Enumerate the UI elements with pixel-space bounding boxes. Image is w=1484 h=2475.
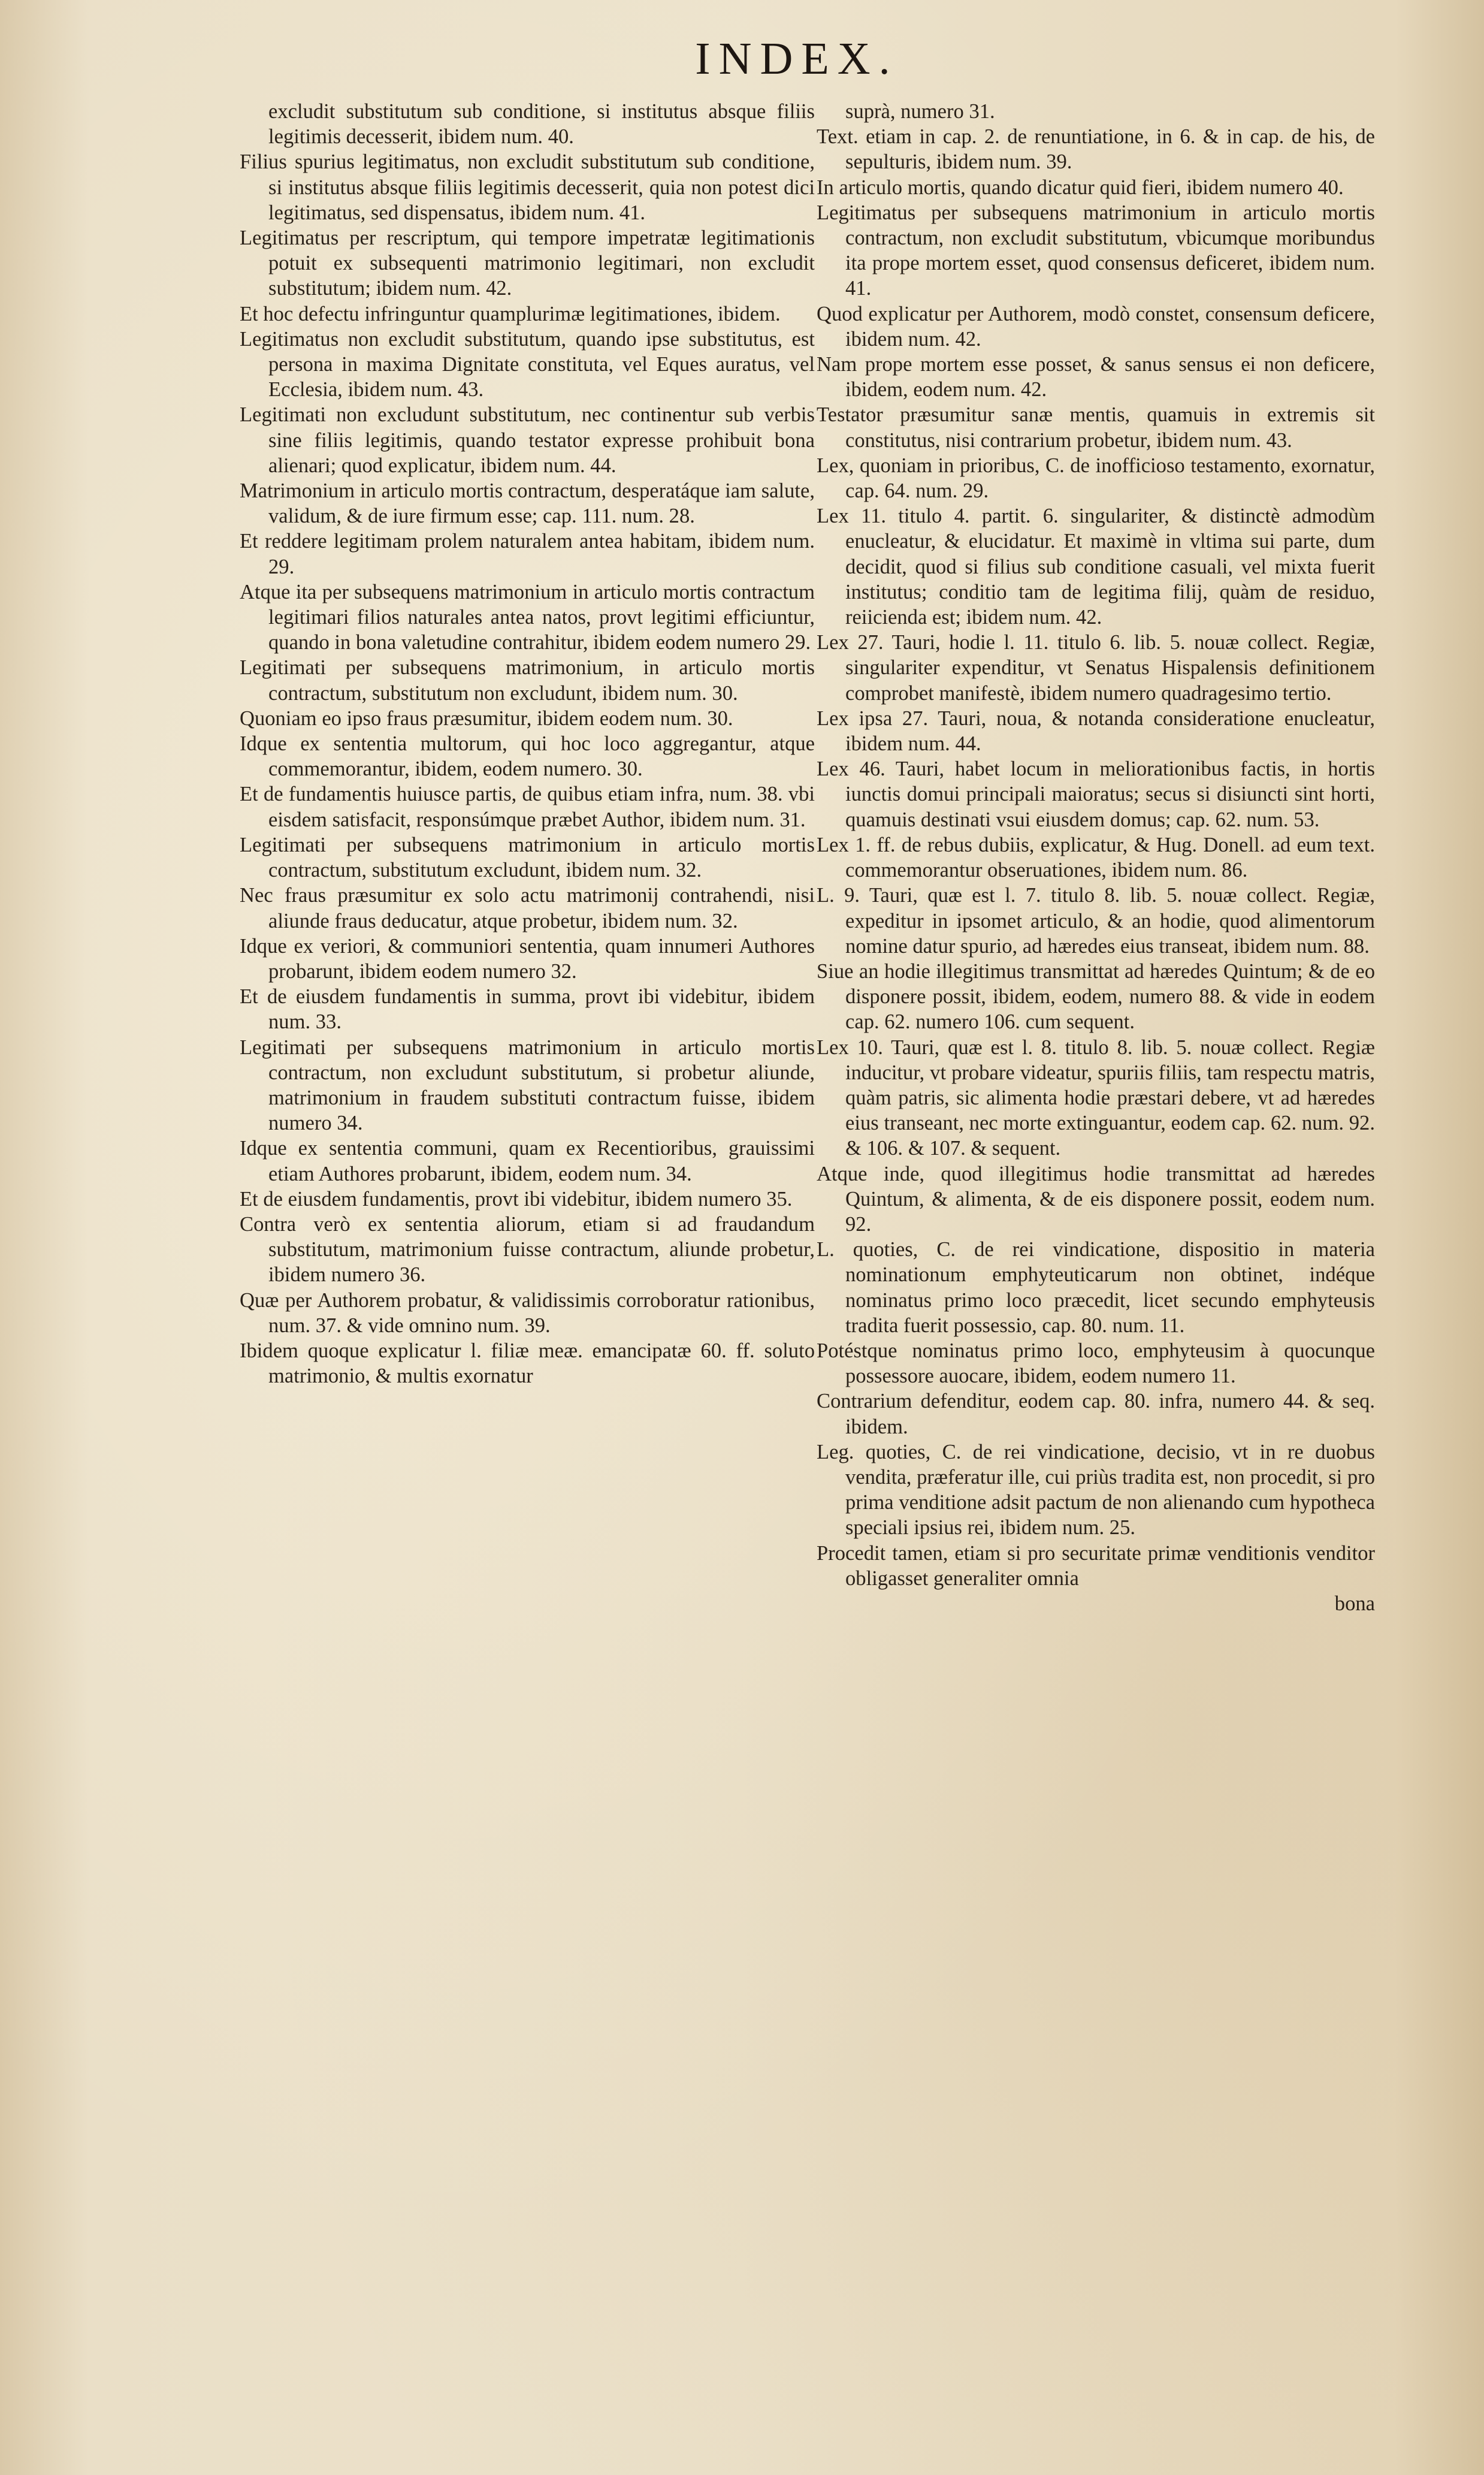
index-entry: Et de eiusdem fundamentis, provt ibi videbitur, ibidem numero 35.: [240, 1187, 793, 1211]
index-entry: Filius spurius legitimatus, non excludit substitutum sub conditione, si institutus absque filiis legitimis decesserit, quia non potest dici legitimatus, sed dispensatus, ibidem num. 41.: [240, 150, 815, 224]
index-entry: Lex ipsa 27. Tauri, noua, & notanda consideratione enucleatur, ibidem num. 44.: [817, 707, 1375, 756]
catchword: bona: [1334, 1592, 1375, 1615]
index-entry: Potéstque nominatus primo loco, emphyteusim à quocunque possessore auocare, ibidem, eodem numero 11.: [817, 1339, 1375, 1388]
index-entry: Idque ex veriori, & communiori sententia, quam innumeri Authores probarunt, ibidem eodem numero 32.: [240, 934, 815, 983]
index-entry: Quæ per Authorem probatur, & validissimis corroboratur rationibus, num. 37. & vide omnino num. 39.: [240, 1288, 815, 1337]
index-entry: Atque ita per subsequens matrimonium in articulo mortis contractum legitimari filios naturales antea natos, provt legitimi efficiuntur, quando in bona valetudine contrahitur, ibidem eodem numero 29.: [240, 580, 815, 654]
index-entry: Idque ex sententia multorum, qui hoc loco aggregantur, atque commemorantur, ibidem, eodem numero. 30.: [240, 732, 815, 781]
index-entry: Lex 1. ff. de rebus dubiis, explicatur, & Hug. Donell. ad eum text. commemorantur obseruationes, ibidem num. 86.: [817, 833, 1375, 882]
index-entry: Lex 27. Tauri, hodie l. 11. titulo 6. lib. 5. nouæ collect. Regiæ, singulariter expenditur, vt Senatus Hispalensis definitionem comprobet manifestè, ibidem numero quadragesimo tertio.: [817, 631, 1375, 705]
index-entry: Lex 10. Tauri, quæ est l. 8. titulo 8. lib. 5. nouæ collect. Regiæ inducitur, vt probare videatur, spuriis filiis, tam respectu matris, quàm patris, sic alimenta hodie præstari debere, vt ad hæredes eius transeant, nec morte extinguantur, eodem cap. 62. num. 92. & 106. & 107. & sequent.: [817, 1036, 1375, 1160]
index-entry: Legitimatus non excludit substitutum, quando ipse substitutus, est persona in maxima Dignitate constituta, vel Eques auratus, vel Ecclesia, ibidem num. 43.: [240, 327, 815, 402]
index-entry: excludit substitutum sub conditione, si institutus absque filiis legitimis decesserit, ibidem num. 40.: [268, 100, 815, 149]
index-entry: Et de eiusdem fundamentis in summa, provt ibi videbitur, ibidem num. 33.: [240, 985, 815, 1034]
index-entry: Testator præsumitur sanæ mentis, quamuis in extremis sit constitutus, nisi contrarium probetur, ibidem num. 43.: [817, 403, 1375, 452]
index-entry: Et de fundamentis huiusce partis, de quibus etiam infra, num. 38. vbi eisdem satisfacit, responsúmque præbet Author, ibidem num. 31.: [240, 783, 815, 831]
index-entry: Quod explicatur per Authorem, modò constet, consensum deficere, ibidem num. 42.: [817, 302, 1375, 351]
index-entry: Ibidem quoque explicatur l. filiæ meæ. emancipatæ 60. ff. soluto matrimonio, & multis exornatur: [240, 1339, 815, 1388]
index-entry: Et reddere legitimam prolem naturalem antea habitam, ibidem num. 29.: [240, 530, 815, 578]
index-entry: Leg. quoties, C. de rei vindicatione, decisio, vt in re duobus vendita, præferatur ille, cui priùs tradita est, non procedit, si pro prima venditione adsit pactum de non alienando cum hypotheca speciali ipsius rei, ibidem num. 25.: [817, 1440, 1375, 1540]
index-entry: Lex, quoniam in prioribus, C. de inofficioso testamento, exornatur, cap. 64. num. 29.: [817, 454, 1375, 503]
index-entry: Procedit tamen, etiam si pro securitate primæ venditionis venditor obligasset generaliter omnia: [817, 1541, 1375, 1590]
index-entry: L. 9. Tauri, quæ est l. 7. titulo 8. lib. 5. nouæ collect. Regiæ, expeditur in ipsomet articulo, & an hodie, quod alimentorum nomine datur spurio, ad hæredes eius transeat, ibidem num. 88.: [817, 884, 1375, 958]
index-entry: suprà, numero 31.: [845, 100, 995, 123]
index-entry: Legitimati non excludunt substitutum, nec continentur sub verbis sine filiis legitimis, quando testator expresse prohibuit bona alienari; quod explicatur, ibidem num. 44.: [240, 403, 815, 477]
index-entry: Idque ex sententia communi, quam ex Recentioribus, grauissimi etiam Authores probarunt, ibidem, eodem num. 34.: [240, 1137, 815, 1185]
index-entry: Text. etiam in cap. 2. de renuntiatione, in 6. & in cap. de his, de sepulturis, ibidem num. 39.: [817, 125, 1375, 174]
index-entry: Legitimatus per rescriptum, qui tempore impetratæ legitimationis potuit ex subsequenti matrimonio legitimari, non excludit substitutum; ibidem num. 42.: [240, 227, 815, 300]
index-entry: Siue an hodie illegitimus transmittat ad hæredes Quintum; & de eo disponere possit, ibidem, eodem, numero 88. & vide in eodem cap. 62. numero 106. cum sequent.: [817, 959, 1375, 1034]
index-entry: Atque inde, quod illegitimus hodie transmittat ad hæredes Quintum, & alimenta, & de eis disponere possit, eodem num. 92.: [817, 1162, 1375, 1236]
index-entry: L. quoties, C. de rei vindicatione, dispositio in materia nominationum emphyteuticarum non obtinet, indéque nominatus primo loco præcedit, licet secundo emphyteusis tradita fuerit possessio, cap. 80. num. 11.: [817, 1238, 1375, 1337]
index-entry: Lex 46. Tauri, habet locum in meliorationibus factis, in hortis iunctis domui principali maioratus; secus si disiuncti sint horti, quamuis destinati vsui eiusdem domus; cap. 62. num. 53.: [817, 757, 1375, 831]
right-column: [817, 99, 1375, 1616]
index-entry: Quoniam eo ipso fraus præsumitur, ibidem eodem num. 30.: [240, 707, 733, 730]
index-entry: Lex 11. titulo 4. partit. 6. singulariter, & distinctè admodùm enucleatur, & elucidatur. Et maximè in vltima sui parte, dum decidit, quod si filius sub conditione casuali, vel mixta fuerit institutus; conditio tam de legitima filij, quàm de residuo, reiicienda est; ibidem num. 42.: [817, 505, 1375, 629]
index-entry: Contra verò ex sententia aliorum, etiam si ad fraudandum substitutum, matrimonium fuisse contractum, aliunde probetur, ibidem numero 36.: [240, 1212, 815, 1287]
index-entry: Legitimati per subsequens matrimonium in articulo mortis contractum, substitutum excludunt, ibidem num. 32.: [240, 833, 815, 882]
index-entry: Nam prope mortem esse posset, & sanus sensus ei non deficere, ibidem, eodem num. 42.: [817, 353, 1375, 402]
index-entry: Matrimonium in articulo mortis contractum, desperatáque iam salute, validum, & de iure firmum esse; cap. 111. num. 28.: [240, 479, 815, 528]
page-header: INDEX.: [695, 34, 899, 84]
index-entry: Contrarium defenditur, eodem cap. 80. infra, numero 44. & seq. ibidem.: [817, 1390, 1375, 1438]
index-entry: Legitimati per subsequens matrimonium in articulo mortis contractum, non excludunt substitutum, si probetur aliunde, matrimonium in fraudem substituti contractum fuisse, ibidem numero 34.: [240, 1036, 815, 1135]
index-entry: Legitimatus per subsequens matrimonium in articulo mortis contractum, non excludit substitutum, vbicumque moribundus ita prope mortem esset, quod consensus deficeret, ibidem num. 41.: [817, 201, 1375, 300]
index-entry: Nec fraus præsumitur ex solo actu matrimonij contrahendi, nisi aliunde fraus deducatur, atque probetur, ibidem num. 32.: [240, 884, 815, 932]
index-entry: In articulo mortis, quando dicatur quid fieri, ibidem numero 40.: [817, 176, 1344, 199]
left-column: [240, 99, 815, 1389]
index-entry: Legitimati per subsequens matrimonium, in articulo mortis contractum, substitutum non excludunt, ibidem num. 30.: [240, 656, 815, 705]
index-entry: Et hoc defectu infringuntur quamplurimæ legitimationes, ibidem.: [240, 302, 781, 325]
